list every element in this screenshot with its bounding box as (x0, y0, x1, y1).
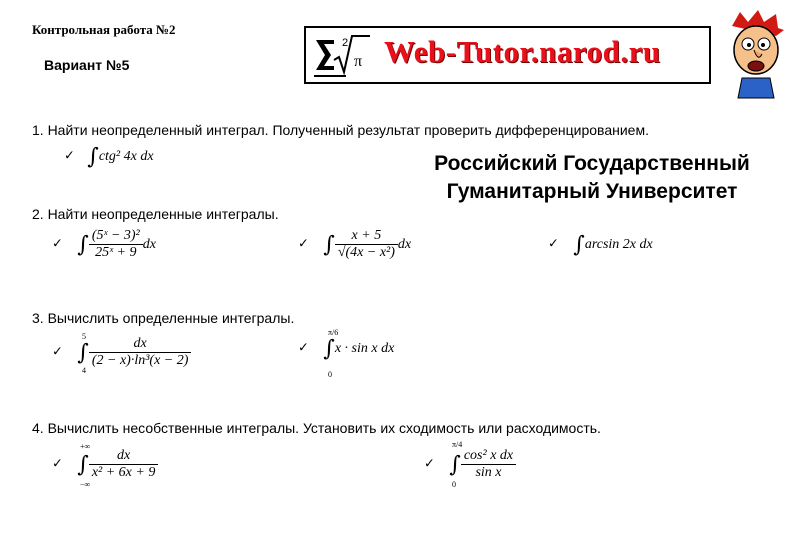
banner-text: Web-Tutor.narod.ru (384, 34, 661, 69)
svg-text:2: 2 (342, 37, 349, 49)
task-1-text: 1. Найти неопределенный интеграл. Полученный результат проверить дифференцированием. (32, 122, 649, 138)
integral-icon: ∫ (323, 232, 335, 257)
university-line-2: Гуманитарный Университет (446, 180, 738, 203)
checkmark-icon: ✓ (424, 455, 435, 471)
sigma-sqrt-pi-logo-icon (312, 30, 372, 80)
svg-text:π: π (354, 53, 363, 70)
integral-icon: ∫ (449, 452, 461, 477)
web-tutor-banner[interactable] (304, 26, 711, 84)
university-name (408, 150, 776, 206)
task-2-text: 2. Найти неопределенные интегралы. (32, 206, 279, 222)
checkmark-icon: ✓ (64, 147, 75, 163)
formula-3b: ✓ π/6 0 ∫x · sin x dx (298, 328, 395, 379)
formula-2a: ✓ ∫ $\frac{\text{(5ˣ − 3)²}}{\text{25ˣ + 9}}$ dx (52, 228, 156, 260)
formula-row-1 (64, 144, 154, 169)
checkmark-icon: ✓ (298, 235, 309, 251)
integral-icon: ∫ (77, 232, 89, 257)
task-3-text: 3. Вычислить определенные интегралы. (32, 310, 295, 326)
integral-icon: ∫ (323, 336, 335, 361)
checkmark-icon: ✓ (52, 343, 63, 359)
integral-icon: ∫ (77, 452, 89, 477)
task-4-text: 4. Вычислить несобственные интегралы. Установить их сходимость или расходимость. (32, 420, 601, 436)
integral-icon: ∫ (87, 144, 99, 169)
checkmark-icon: ✓ (52, 235, 63, 251)
variant-label: Вариант №5 (44, 57, 130, 73)
cartoon-face-mascot-icon (724, 8, 790, 100)
document-title: Контрольная работа №2 (32, 22, 176, 37)
formula-4b: ✓ π/4 0 ∫ $\frac{\text{cos² x dx}}{\text{sin x}}$ (424, 448, 554, 488)
integral-icon: ∫ (77, 340, 89, 365)
formula-1: ∫ctg² 4x dx (87, 144, 154, 169)
formula-3a: ✓ 5 4 ∫ $\frac{dx}{\text{(2 − x)·ln³(x − 2)}}$ (52, 336, 222, 376)
university-line-1: Российский Государственный (434, 152, 750, 175)
formula-2b: ✓ ∫ $\frac{x + 5}{\text{√(4x − x²)}}$ dx (298, 228, 412, 260)
checkmark-icon: ✓ (52, 455, 63, 471)
integral-icon: ∫ (573, 232, 585, 257)
formula-2c: ✓ ∫arcsin 2x dx (548, 232, 653, 257)
checkmark-icon: ✓ (548, 235, 559, 251)
formula-4a: ✓ +∞ −∞ ∫ $\frac{dx}{\text{x² + 6x + 9}}$ (52, 448, 202, 488)
checkmark-icon: ✓ (298, 339, 309, 355)
